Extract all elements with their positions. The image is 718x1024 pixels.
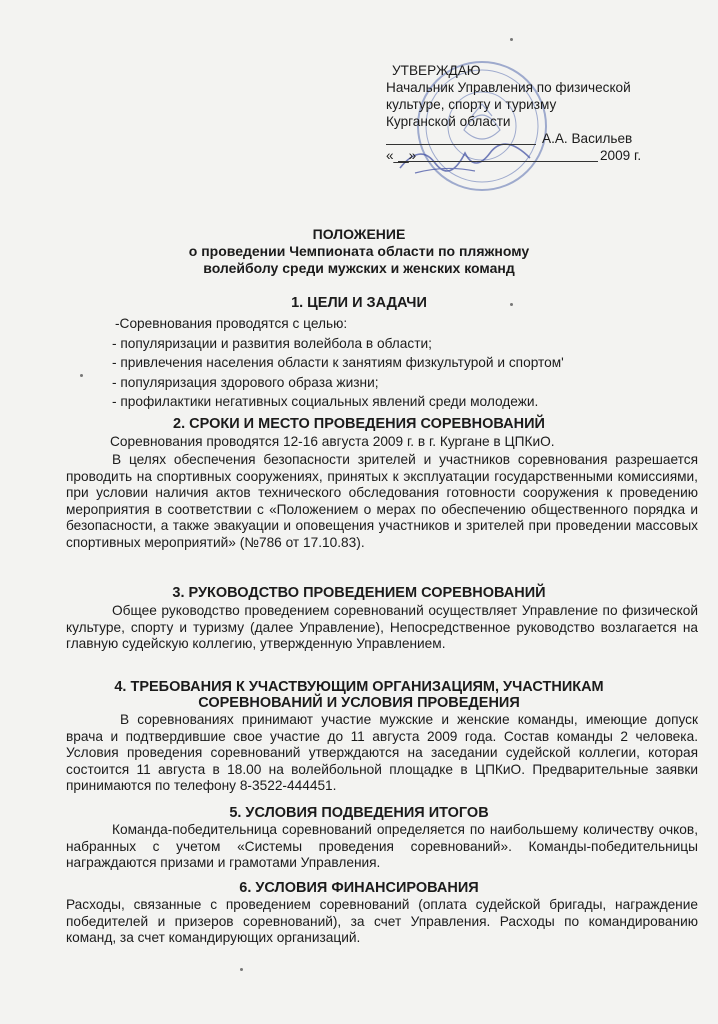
signature-line xyxy=(386,130,686,147)
approval-position-2: культуре, спорту и туризму xyxy=(386,97,557,112)
section-4-heading-2: СОРЕВНОВАНИЙ И УСЛОВИЯ ПРОВЕДЕНИЯ xyxy=(198,695,520,711)
scan-speck xyxy=(240,968,243,971)
section-5-para-1: Команда-победительница соревнований определяется по наибольшему количеству очков, набранных с учетом «Системы проведения соревнований». Команды-победительницы награждаются призами и грамотами Управления. xyxy=(66,822,698,870)
approval-title: УТВЕРЖДАЮ xyxy=(392,63,481,78)
signer-name: А.А. Васильев xyxy=(542,131,633,146)
section-1-list xyxy=(112,314,564,412)
section-6-para-1: Расходы, связанные с проведением соревнований (оплата судейской бригады, награждение победителей и призеров соревнований), за счет Управления. Расходы по командированию команд, за счет командирующих организаций. xyxy=(66,897,698,945)
doc-subtitle-2: волейболу среди мужских и женских команд xyxy=(203,260,515,276)
list-item: - популяризации и развития волейбола в области; xyxy=(112,335,432,351)
section-1-heading: 1. ЦЕЛИ И ЗАДАЧИ xyxy=(291,295,427,311)
list-item: - привлечения населения области к занятиям физкультурой и спортом' xyxy=(112,355,564,370)
approval-position: Начальник Управления по физической xyxy=(386,80,631,95)
scan-speck xyxy=(510,303,513,306)
section-4-para-1: В соревнованиях принимают участие мужские и женские команды, имеющие допуск врача и подтвердившие свое участие до 11 августа 2009 года. Состав команды 2 человека. Условия проведения соревнований утверждаются на заседании судейской коллегии, которая состоится 11 августа в 18.00 на волейбольной площадке в ЦПКиО. Предварительные заявки принимаются по телефону 8-3522-444451. xyxy=(66,712,698,793)
list-item: - профилактики негативных социальных явлений среди молодежи. xyxy=(112,394,539,409)
section-2-para-1: Соревнования проводятся 12-16 августа 2009 г. в г. Кургане в ЦПКиО. xyxy=(110,434,555,449)
approval-block xyxy=(386,62,686,164)
section-2-heading: 2. СРОКИ И МЕСТО ПРОВЕДЕНИЯ СОРЕВНОВАНИЙ xyxy=(173,416,545,432)
section-3-heading: 3. РУКОВОДСТВО ПРОВЕДЕНИЕМ СОРЕВНОВАНИЙ xyxy=(172,585,546,601)
section-3-para-1: Общее руководство проведением соревнований осуществляет Управление по физической культуре, спорту и туризму (далее Управление), Непосредственное руководство возлагается на главную судейскую коллегию, утвержденную Управлением. xyxy=(66,603,698,651)
date-year: 2009 г. xyxy=(600,148,642,163)
doc-subtitle-1: о проведении Чемпионата области по пляжному xyxy=(188,243,530,259)
section-6-heading: 6. УСЛОВИЯ ФИНАНСИРОВАНИЯ xyxy=(239,880,479,896)
doc-title: ПОЛОЖЕНИЕ xyxy=(312,226,406,242)
date-day: «__» xyxy=(386,148,417,163)
approval-region: Курганской области xyxy=(386,114,511,129)
date-line xyxy=(386,147,686,164)
scan-speck xyxy=(80,374,83,377)
list-item: - популяризация здорового образа жизни; xyxy=(112,374,379,390)
section-2-para-2: В целях обеспечения безопасности зрителей и участников соревнования разрешается проводить на спортивных сооружениях, принятых к эксплуатации государственными комиссиями, при условии наличия актов технического обследования готовности сооружения к проведению мероприятия в соответствии с «Положением о мерах по обеспечению общественного порядка и безопасности, а также эвакуации и оповещения участников и зрителей при проведении массовых спортивных мероприятий» (№786 от 17.10.83). xyxy=(66,452,698,550)
scan-speck xyxy=(510,38,513,41)
section-4-heading-1: 4. ТРЕБОВАНИЯ К УЧАСТВУЮЩИМ ОРГАНИЗАЦИЯМ, УЧАСТНИКАМ xyxy=(114,679,604,695)
list-item: -Соревнования проводятся с целью: xyxy=(115,316,348,331)
section-5-heading: 5. УСЛОВИЯ ПОДВЕДЕНИЯ ИТОГОВ xyxy=(229,805,489,821)
